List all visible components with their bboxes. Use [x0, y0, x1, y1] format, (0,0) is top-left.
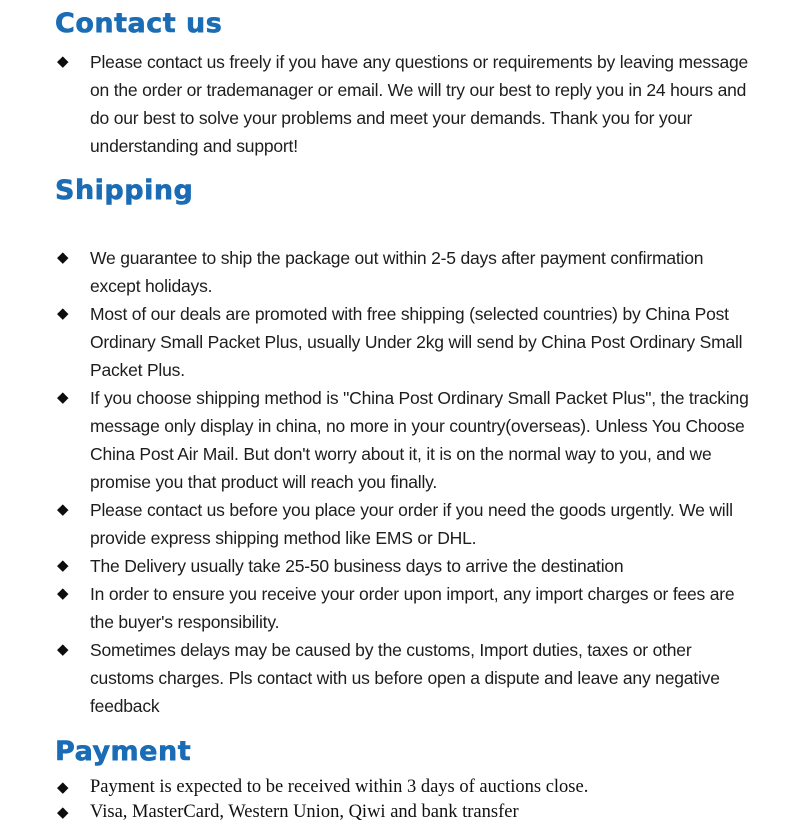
contact-list: [55, 48, 750, 160]
diamond-bullet-icon: ◆: [57, 804, 69, 821]
list-item: [55, 384, 750, 496]
bullet-text: Please contact us before you place your order if you need the goods urgently. We will provide express shipping method like EMS or DHL.: [90, 500, 733, 548]
list-item: [55, 244, 750, 300]
section-contact: [55, 8, 750, 160]
list-item: [55, 496, 750, 552]
section-title-contact: Contact us: [55, 8, 223, 39]
section-shipping: [55, 175, 750, 720]
bullet-text: If you choose shipping method is "China Post Ordinary Small Packet Plus", the tracking message only display in china, no more in your country(overseas). Unless You Choose China Post Air Mail. But don't worry about it, it is on the normal way to you, and we promise you that product will reach you finally.: [90, 388, 749, 492]
bullet-text: Visa, MasterCard, Western Union, Qiwi and bank transfer: [90, 802, 519, 822]
diamond-bullet-icon: ◆: [57, 305, 69, 322]
diamond-bullet-icon: ◆: [57, 779, 69, 796]
diamond-bullet-icon: ◆: [57, 389, 69, 406]
diamond-bullet-icon: ◆: [57, 501, 69, 518]
diamond-bullet-icon: ◆: [57, 249, 69, 266]
bullet-text: Payment is expected to be received within 3 days of auctions close.: [90, 777, 589, 797]
section-payment: [55, 736, 750, 825]
bullet-text: We guarantee to ship the package out within 2-5 days after payment confirmation except holidays.: [90, 248, 704, 296]
list-item: [55, 775, 750, 800]
list-item: [55, 800, 750, 825]
bullet-text: Most of our deals are promoted with free shipping (selected countries) by China Post Ordinary Small Packet Plus, usually Under 2kg will send by China Post Ordinary Small Packet Plus.: [90, 304, 743, 380]
list-item: [55, 636, 750, 720]
diamond-bullet-icon: ◆: [57, 53, 69, 70]
diamond-bullet-icon: ◆: [57, 585, 69, 602]
bullet-text: The Delivery usually take 25-50 business days to arrive the destination: [90, 556, 624, 576]
diamond-bullet-icon: ◆: [57, 557, 69, 574]
shipping-list: [55, 244, 750, 720]
list-item: [55, 300, 750, 384]
list-item: [55, 552, 750, 580]
section-title-shipping: Shipping: [55, 175, 194, 206]
payment-list: [55, 775, 750, 825]
diamond-bullet-icon: ◆: [57, 641, 69, 658]
list-item: [55, 580, 750, 636]
bullet-text: In order to ensure you receive your order upon import, any import charges or fees are the buyer's responsibility.: [90, 584, 735, 632]
bullet-text: Please contact us freely if you have any questions or requirements by leaving message on the order or trademanager or email. We will try our best to reply you in 24 hours and do our best to solve your problems and meet your demands. Thank you for your understanding and support!: [90, 52, 749, 156]
list-item: [55, 48, 750, 160]
section-title-payment: Payment: [55, 736, 192, 767]
bullet-text: Sometimes delays may be caused by the customs, Import duties, taxes or other customs charges. Pls contact with us before open a dispute and leave any negative feedback: [90, 640, 720, 716]
